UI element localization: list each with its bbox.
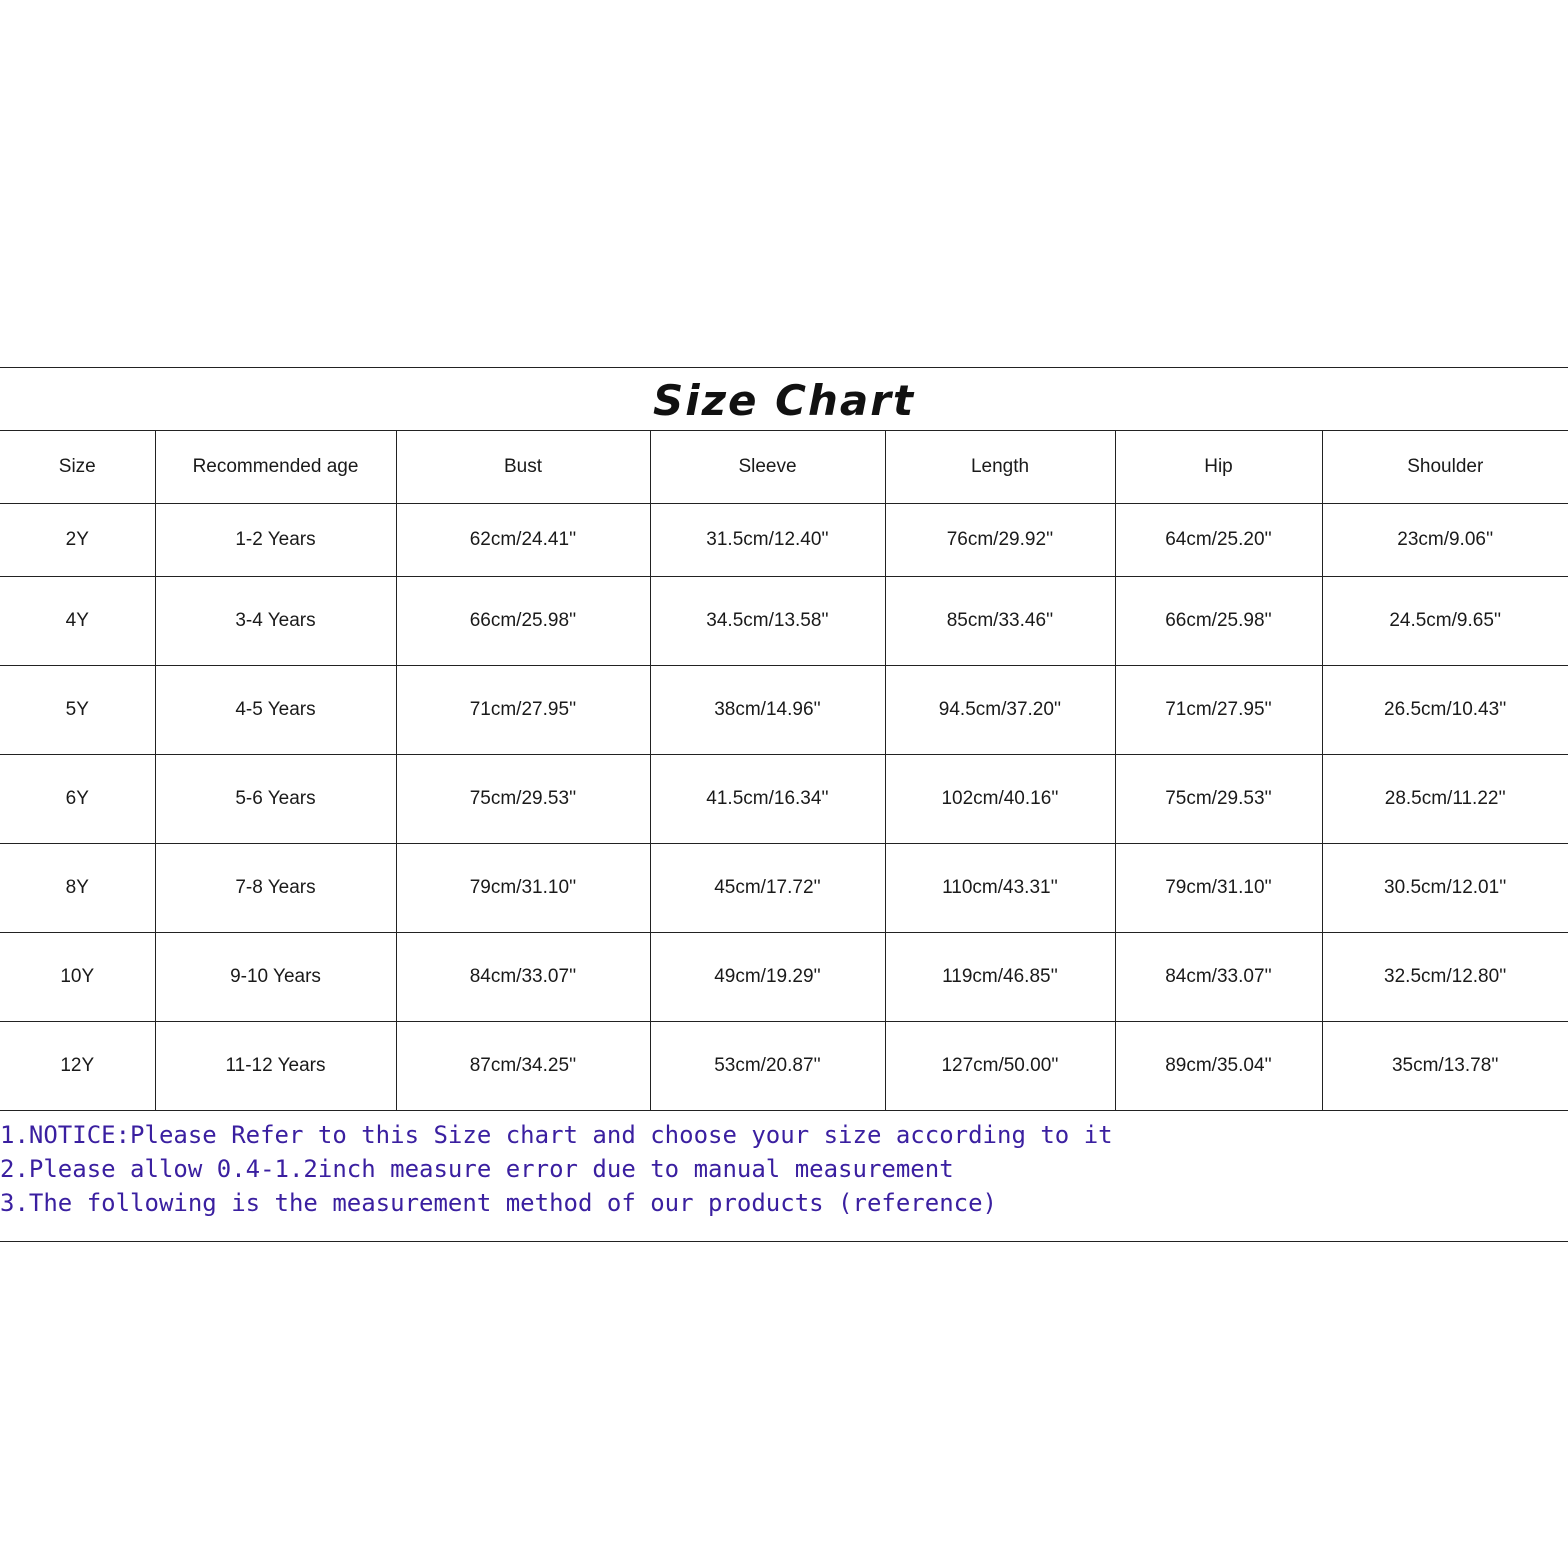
note-notice: 1.NOTICE:Please Refer to this Size chart and choose your size according to it (0, 1121, 1113, 1149)
cell-hip: 84cm/33.07'' (1115, 933, 1322, 1022)
cell-bust: 71cm/27.95'' (396, 666, 650, 755)
cell-shoulder: 30.5cm/12.01'' (1322, 844, 1568, 933)
cell-length: 119cm/46.85'' (885, 933, 1115, 1022)
cell-hip: 66cm/25.98'' (1115, 577, 1322, 666)
cell-length: 76cm/29.92'' (885, 504, 1115, 577)
cell-sleeve: 34.5cm/13.58'' (650, 577, 885, 666)
cell-age: 4-5 Years (155, 666, 396, 755)
cell-sleeve: 49cm/19.29'' (650, 933, 885, 1022)
header-row (0, 431, 1568, 504)
cell-size: 10Y (0, 933, 155, 1022)
cell-sleeve: 53cm/20.87'' (650, 1022, 885, 1111)
cell-age: 7-8 Years (155, 844, 396, 933)
cell-sleeve: 31.5cm/12.40'' (650, 504, 885, 577)
table-row (0, 577, 1568, 666)
cell-bust: 79cm/31.10'' (396, 844, 650, 933)
chart-title: Size Chart (652, 376, 916, 425)
cell-age: 5-6 Years (155, 755, 396, 844)
cell-age: 1-2 Years (155, 504, 396, 577)
cell-shoulder: 35cm/13.78'' (1322, 1022, 1568, 1111)
cell-hip: 64cm/25.20'' (1115, 504, 1322, 577)
cell-sleeve: 41.5cm/16.34'' (650, 755, 885, 844)
cell-hip: 89cm/35.04'' (1115, 1022, 1322, 1111)
note-measurement-method: 3.The following is the measurement method of our products (reference) (0, 1189, 997, 1217)
cell-age: 3-4 Years (155, 577, 396, 666)
cell-length: 102cm/40.16'' (885, 755, 1115, 844)
cell-shoulder: 28.5cm/11.22'' (1322, 755, 1568, 844)
cell-bust: 84cm/33.07'' (396, 933, 650, 1022)
cell-size: 2Y (0, 504, 155, 577)
size-table (0, 430, 1568, 1111)
header-recommended-age: Recommended age (155, 431, 396, 504)
note-measure-error: 2.Please allow 0.4-1.2inch measure error due to manual measurement (0, 1155, 954, 1183)
cell-size: 6Y (0, 755, 155, 844)
cell-hip: 75cm/29.53'' (1115, 755, 1322, 844)
cell-size: 12Y (0, 1022, 155, 1111)
header-sleeve: Sleeve (650, 431, 885, 504)
header-hip: Hip (1115, 431, 1322, 504)
cell-shoulder: 26.5cm/10.43'' (1322, 666, 1568, 755)
cell-age: 9-10 Years (155, 933, 396, 1022)
table-row (0, 1022, 1568, 1111)
cell-length: 85cm/33.46'' (885, 577, 1115, 666)
cell-bust: 87cm/34.25'' (396, 1022, 650, 1111)
cell-bust: 62cm/24.41'' (396, 504, 650, 577)
size-chart-sheet (0, 367, 1568, 1242)
cell-length: 94.5cm/37.20'' (885, 666, 1115, 755)
cell-shoulder: 24.5cm/9.65'' (1322, 577, 1568, 666)
cell-size: 5Y (0, 666, 155, 755)
cell-shoulder: 32.5cm/12.80'' (1322, 933, 1568, 1022)
cell-length: 127cm/50.00'' (885, 1022, 1115, 1111)
table-row (0, 933, 1568, 1022)
table-row (0, 755, 1568, 844)
notes-section (0, 1118, 1568, 1220)
table-row (0, 504, 1568, 577)
cell-age: 11-12 Years (155, 1022, 396, 1111)
cell-bust: 75cm/29.53'' (396, 755, 650, 844)
cell-length: 110cm/43.31'' (885, 844, 1115, 933)
header-shoulder: Shoulder (1322, 431, 1568, 504)
cell-size: 4Y (0, 577, 155, 666)
cell-sleeve: 45cm/17.72'' (650, 844, 885, 933)
cell-shoulder: 23cm/9.06'' (1322, 504, 1568, 577)
cell-bust: 66cm/25.98'' (396, 577, 650, 666)
cell-hip: 71cm/27.95'' (1115, 666, 1322, 755)
table-row (0, 666, 1568, 755)
cell-hip: 79cm/31.10'' (1115, 844, 1322, 933)
table-row (0, 844, 1568, 933)
cell-size: 8Y (0, 844, 155, 933)
header-bust: Bust (396, 431, 650, 504)
cell-sleeve: 38cm/14.96'' (650, 666, 885, 755)
header-length: Length (885, 431, 1115, 504)
header-size: Size (0, 431, 155, 504)
